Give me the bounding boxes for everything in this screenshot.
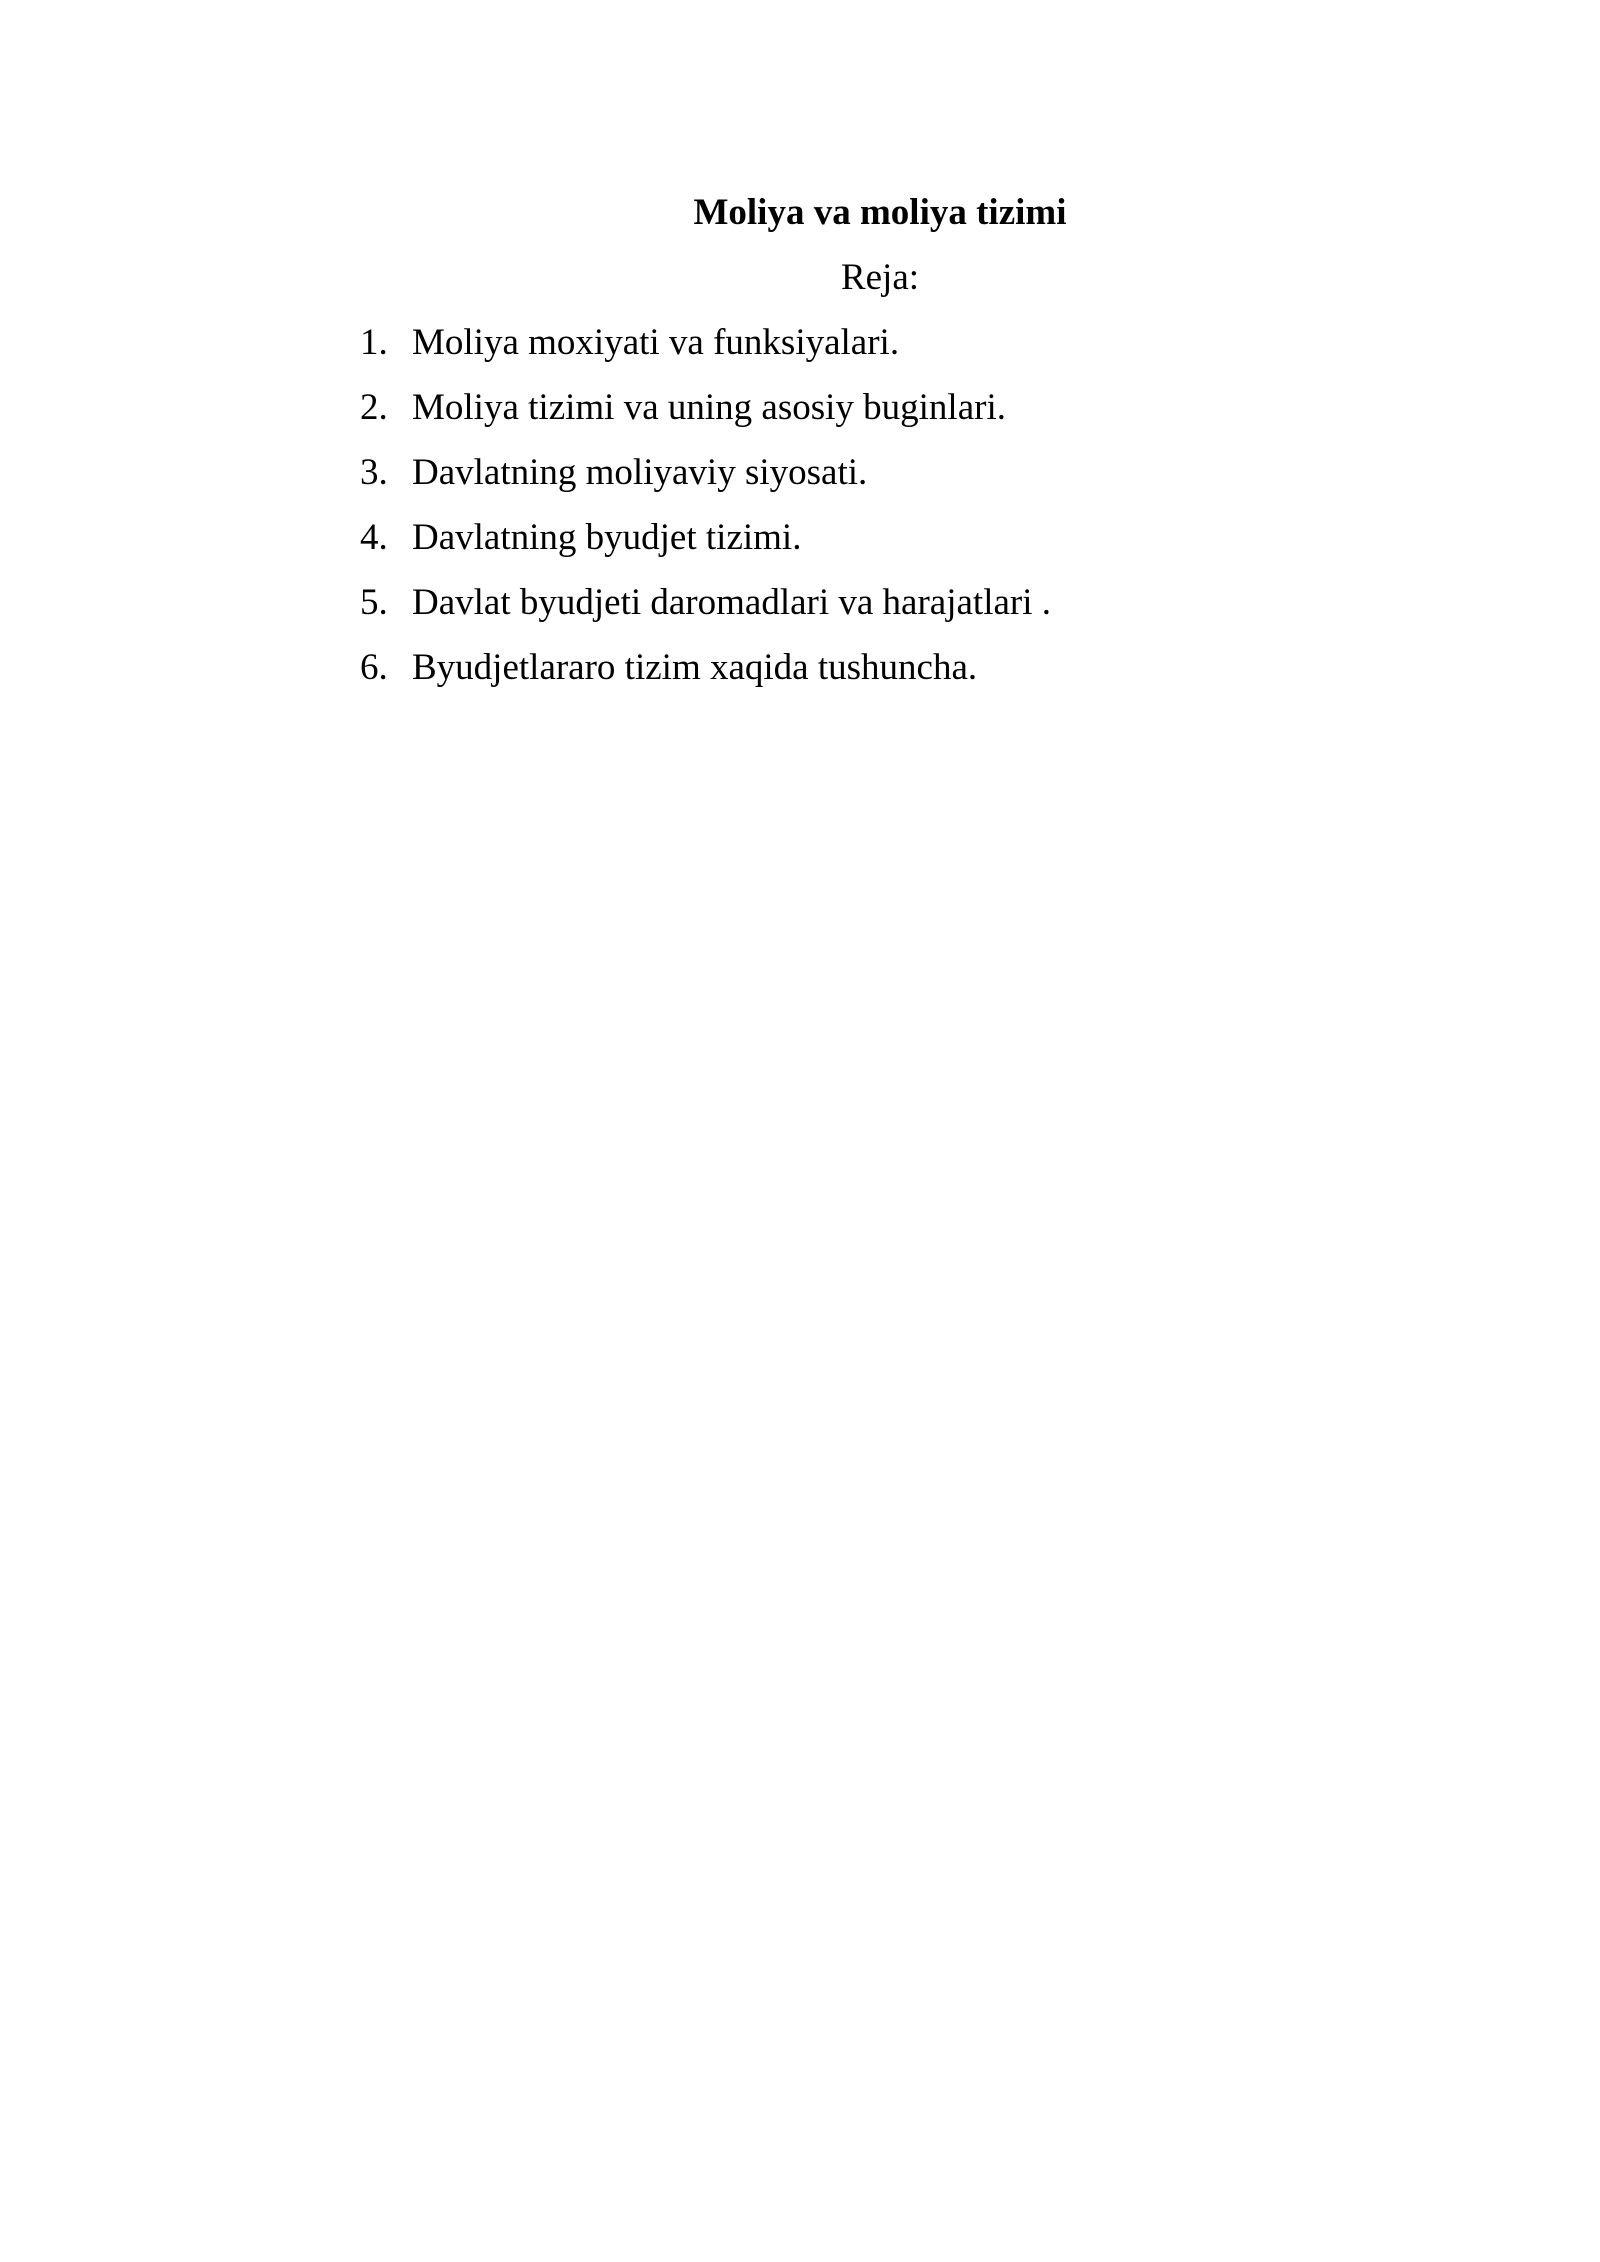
plan-item-number: 1.: [360, 322, 388, 363]
plan-item-text: Byudjetlararo tizim xaqida tushuncha.: [412, 647, 978, 688]
document-title: Moliya va moliya tizimi: [693, 192, 1067, 233]
plan-item-text: Moliya tizimi va uning asosiy buginlari.: [412, 387, 1006, 428]
plan-item-number: 5.: [360, 582, 388, 623]
plan-item-text: Davlatning byudjet tizimi.: [412, 517, 802, 558]
plan-item-text: Davlatning moliyaviy siyosati.: [412, 452, 868, 493]
plan-item-number: 2.: [360, 387, 388, 428]
plan-item-number: 3.: [360, 452, 388, 493]
plan-item-number: 6.: [360, 647, 388, 688]
plan-item-text: Davlat byudjeti daromadlari va harajatlari .: [412, 582, 1052, 623]
plan-item-number: 4.: [360, 517, 388, 558]
plan-heading: Reja:: [840, 257, 920, 298]
plan-item-text: Moliya moxiyati va funksiyalari.: [412, 322, 900, 363]
